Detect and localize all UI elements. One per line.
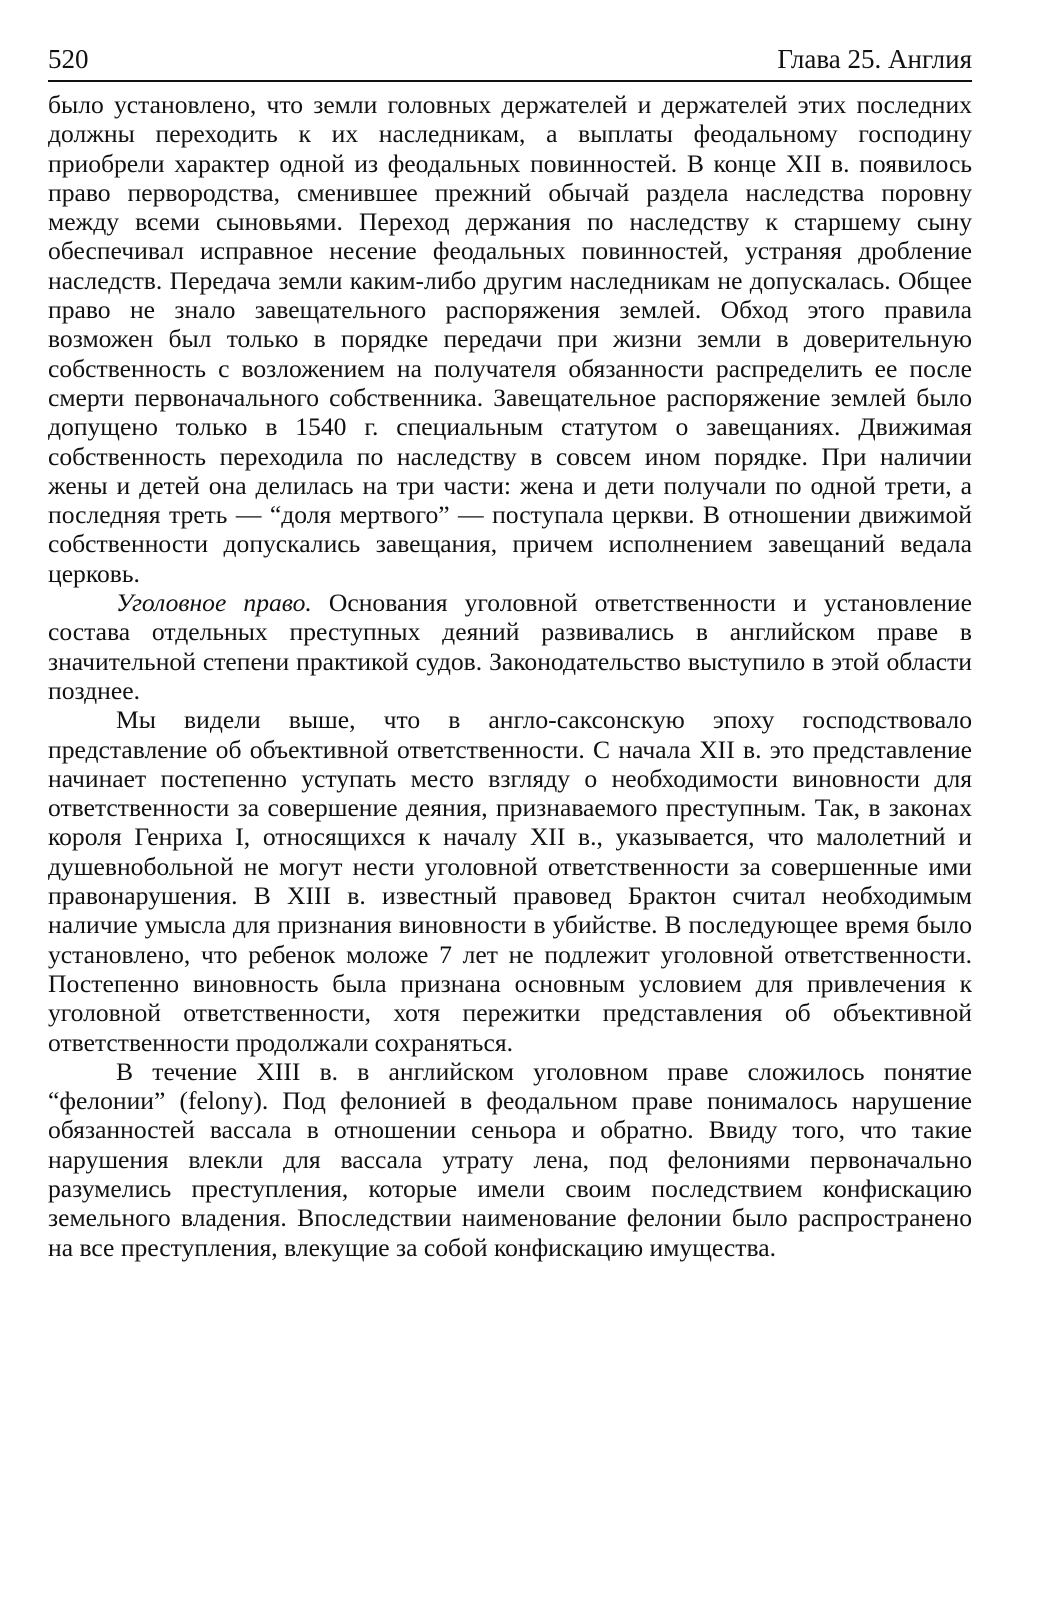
page-number: 520 [48, 44, 89, 74]
paragraph-criminal-law [48, 588, 972, 705]
page-header [48, 40, 972, 78]
paragraph-felony: В течение XIII в. в английском уголовном праве сложилось понятие “фелонии” (felony). Под фелонией в феодальном праве понималось нарушение обязанностей вассала в отношении сеньора и обратно. Ввиду того, что такие нарушения влекли для вассала утрату лена, под фелониями первоначально разумелись преступления, которые имели своим последствием конфискацию земельного владения. Впоследствии наименование фелонии было распространено на все преступления, влекущие за собой конфискацию имущества. [48, 1056, 972, 1262]
body-text [48, 90, 972, 1262]
paragraph-criminal-law-text: Основания уголовной ответственности и установление состава отдельных преступных деяний развивались в английском праве в значительной степени практикой судов. Законодательство выступило в этой области позднее. [48, 588, 972, 705]
paragraph-guilt: Мы видели выше, что в англо-саксонскую эпоху господствовало представление об объективной ответственности. С начала XII в. это представление начинает постепенно уступать место взгляду о необходимости виновности для ответственности за совершение деяния, признаваемого преступным. Так, в законах короля Генриха I, относящихся к началу XII в., указывается, что малолетний и душевнобольной не могут нести уголовной ответственности за совершенные ими правонарушения. В XIII в. известный правовед Брактон считал необходимым наличие умысла для признания виновности в убийстве. В последующее время было установлено, что ребенок моложе 7 лет не подлежит уголовной ответственности. Постепенно виновность была признана основным условием для привлечения к уголовной ответственности, хотя пережитки представления об объективной ответственности продолжали сохраняться. [48, 705, 972, 1057]
section-heading-criminal-law: Уголовное право. [116, 588, 312, 618]
paragraph-inheritance: было установлено, что земли головных держателей и держателей этих последних должны переходить к их наследникам, а выплаты феодальному господину приобрели характер одной из феодальных повинностей. В конце XII в. появилось право первородства, сменившее прежний обычай раздела наследства поровну между всеми сыновьями. Переход держания по наследству к старшему сыну обеспечивал исправное несение феодальных повинностей, устраняя дробление наследств. Передача земли каким-либо другим наследникам не допускалась. Общее право не знало завещательного распоряжения землей. Обход этого правила возможен был только в порядке передачи при жизни земли в доверительную собственность с возложением на получателя обязанности распределить ее после смерти первоначального собственника. Завещательное распоряжение землей было допущено только в 1540 г. специальным статутом о завещаниях. Движимая собственность переходила по наследству в совсем ином порядке. При наличии жены и детей она делилась на три части: жена и дети получали по одной трети, а последняя треть — “доля мертвого” — поступала церкви. В отношении движимой собственности допускались завещания, причем исполнением завещаний ведала церковь. [48, 90, 972, 588]
running-title: Глава 25. Англия [777, 44, 972, 74]
book-page [48, 40, 972, 1262]
header-rule [48, 80, 972, 82]
